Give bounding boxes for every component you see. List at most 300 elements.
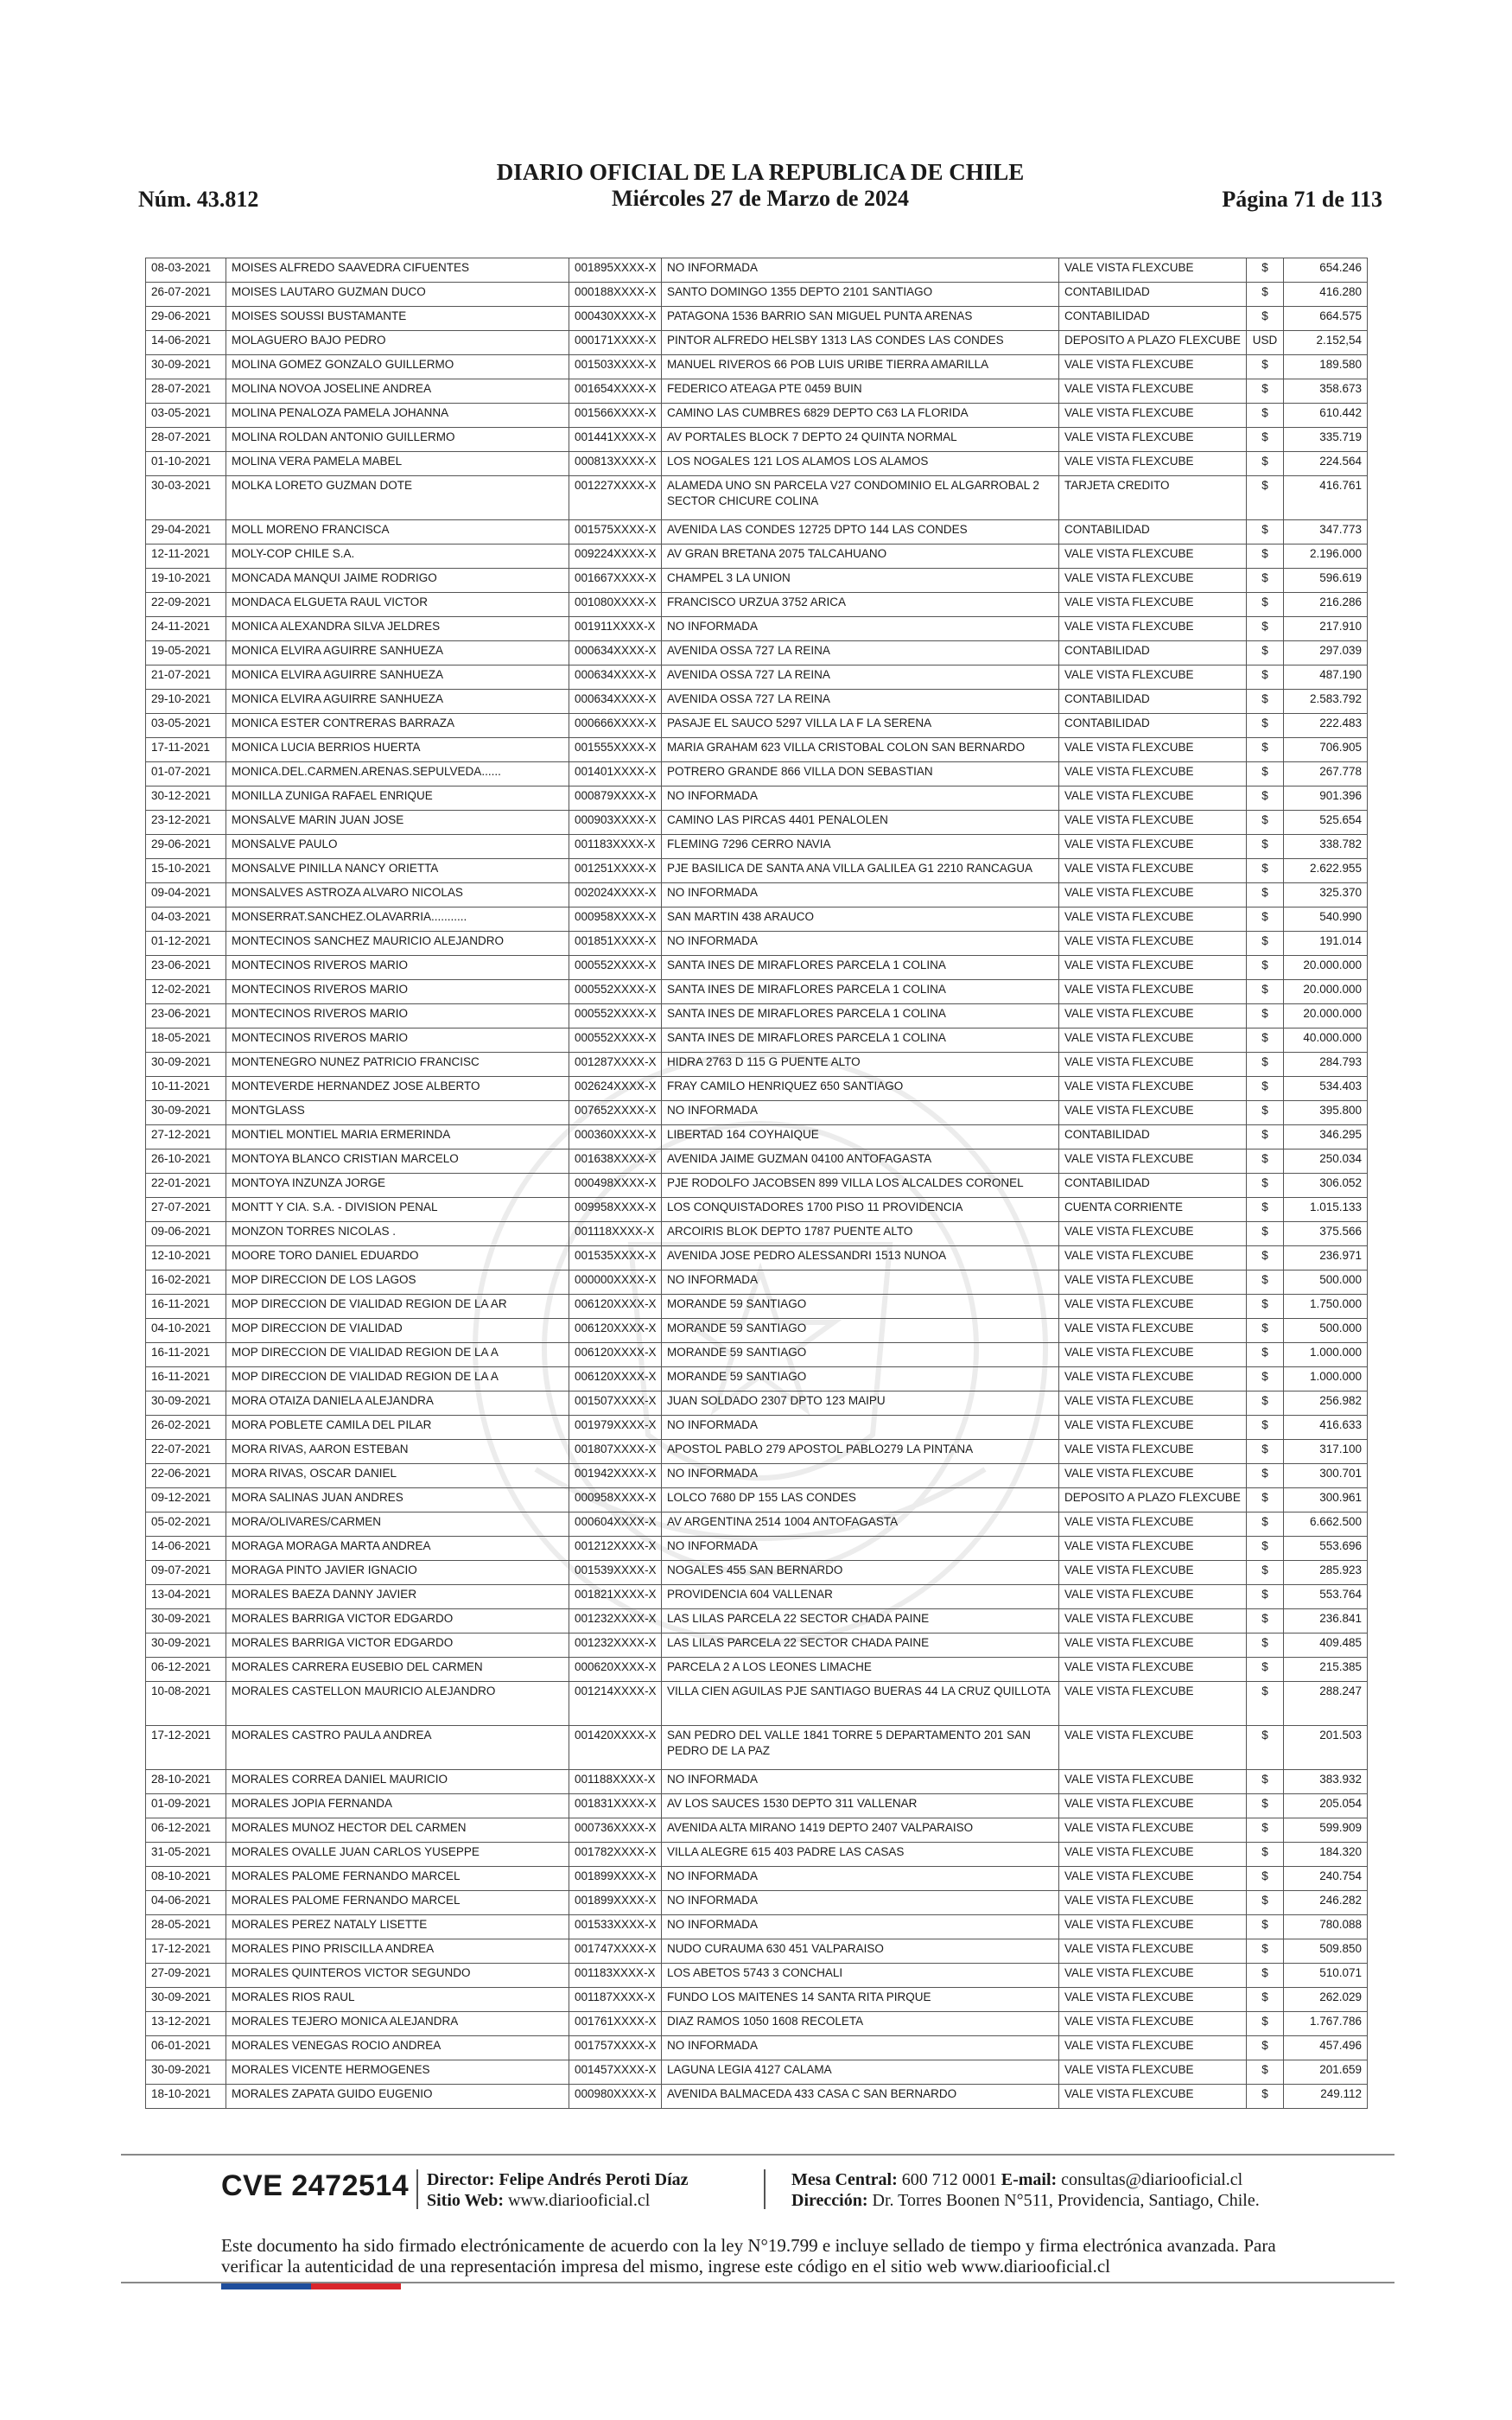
product-cell: CONTABILIDAD: [1059, 641, 1247, 666]
name-cell: MORA OTAIZA DANIELA ALEJANDRA: [226, 1392, 569, 1416]
amount-cell: 40.000.000: [1284, 1028, 1368, 1053]
address-cell: NO INFORMADA: [662, 1867, 1059, 1891]
product-cell: VALE VISTA FLEXCUBE: [1059, 1392, 1247, 1416]
product-cell: VALE VISTA FLEXCUBE: [1059, 1367, 1247, 1392]
name-cell: MONDACA ELGUETA RAUL VICTOR: [226, 593, 569, 617]
product-cell: VALE VISTA FLEXCUBE: [1059, 428, 1247, 452]
date-cell: 12-11-2021: [146, 544, 226, 569]
name-cell: MOP DIRECCION DE VIALIDAD REGION DE LA A: [226, 1343, 569, 1367]
table-row: [146, 932, 1368, 956]
amount-cell: 2.196.000: [1284, 544, 1368, 569]
currency-cell: $: [1247, 1488, 1284, 1512]
currency-cell: $: [1247, 476, 1284, 520]
table-row: [146, 835, 1368, 859]
rut-cell: 000903XXXX-X: [569, 811, 662, 835]
name-cell: MORALES ZAPATA GUIDO EUGENIO: [226, 2085, 569, 2109]
address-cell: POTRERO GRANDE 866 VILLA DON SEBASTIAN: [662, 762, 1059, 786]
date-cell: 17-12-2021: [146, 1726, 226, 1770]
name-cell: MOP DIRECCION DE VIALIDAD REGION DE LA A: [226, 1367, 569, 1392]
date-cell: 30-09-2021: [146, 1609, 226, 1634]
product-cell: VALE VISTA FLEXCUBE: [1059, 1077, 1247, 1101]
product-cell: VALE VISTA FLEXCUBE: [1059, 2012, 1247, 2036]
amount-cell: 2.583.792: [1284, 690, 1368, 714]
currency-cell: $: [1247, 1843, 1284, 1867]
rut-cell: 001420XXXX-X: [569, 1726, 662, 1770]
amount-cell: 780.088: [1284, 1915, 1368, 1939]
email-link[interactable]: consultas@diariooficial.cl: [1061, 2170, 1243, 2189]
address-cell: LAGUNA LEGIA 4127 CALAMA: [662, 2060, 1059, 2085]
name-cell: MORA RIVAS, OSCAR DANIEL: [226, 1464, 569, 1488]
product-cell: VALE VISTA FLEXCUBE: [1059, 1658, 1247, 1682]
name-cell: MORALES PINO PRISCILLA ANDREA: [226, 1939, 569, 1964]
amount-cell: 300.701: [1284, 1464, 1368, 1488]
currency-cell: $: [1247, 811, 1284, 835]
website-link[interactable]: www.diariooficial.cl: [508, 2191, 651, 2210]
address-cell: AVENIDA OSSA 727 LA REINA: [662, 666, 1059, 690]
name-cell: MOLINA NOVOA JOSELINE ANDREA: [226, 379, 569, 404]
table-row: [146, 1270, 1368, 1295]
table-row: [146, 1939, 1368, 1964]
currency-cell: $: [1247, 1726, 1284, 1770]
date-cell: 04-03-2021: [146, 908, 226, 932]
address-cell: AV PORTALES BLOCK 7 DEPTO 24 QUINTA NORMAL: [662, 428, 1059, 452]
table-row: [146, 1634, 1368, 1658]
director-label: Director:: [427, 2170, 495, 2189]
phone-number: 600 712 0001: [901, 2170, 997, 2189]
date-cell: 21-07-2021: [146, 666, 226, 690]
rut-cell: 000666XXXX-X: [569, 714, 662, 738]
currency-cell: $: [1247, 379, 1284, 404]
table-row: [146, 1464, 1368, 1488]
currency-cell: $: [1247, 544, 1284, 569]
table-row: [146, 956, 1368, 980]
product-cell: VALE VISTA FLEXCUBE: [1059, 786, 1247, 811]
rut-cell: 001539XXXX-X: [569, 1561, 662, 1585]
date-cell: 30-09-2021: [146, 1053, 226, 1077]
date-cell: 05-02-2021: [146, 1512, 226, 1537]
currency-cell: $: [1247, 1416, 1284, 1440]
address-cell: VILLA ALEGRE 615 403 PADRE LAS CASAS: [662, 1843, 1059, 1867]
rut-cell: 001533XXXX-X: [569, 1915, 662, 1939]
date-cell: 03-05-2021: [146, 404, 226, 428]
product-cell: VALE VISTA FLEXCUBE: [1059, 1867, 1247, 1891]
header-center: [138, 159, 1382, 213]
amount-cell: 217.910: [1284, 617, 1368, 641]
name-cell: MORALES CORREA DANIEL MAURICIO: [226, 1770, 569, 1794]
address-cell: AVENIDA LAS CONDES 12725 DPTO 144 LAS CONDES: [662, 520, 1059, 544]
flag-stripe-blue: [221, 2283, 311, 2289]
date-cell: 18-05-2021: [146, 1028, 226, 1053]
amount-cell: 347.773: [1284, 520, 1368, 544]
currency-cell: $: [1247, 1867, 1284, 1891]
product-cell: VALE VISTA FLEXCUBE: [1059, 811, 1247, 835]
date-cell: 16-11-2021: [146, 1367, 226, 1392]
product-cell: VALE VISTA FLEXCUBE: [1059, 379, 1247, 404]
product-cell: VALE VISTA FLEXCUBE: [1059, 258, 1247, 283]
table-row: [146, 1416, 1368, 1440]
table-row: [146, 1319, 1368, 1343]
currency-cell: $: [1247, 1343, 1284, 1367]
name-cell: MORA SALINAS JUAN ANDRES: [226, 1488, 569, 1512]
address-cell: NO INFORMADA: [662, 786, 1059, 811]
product-cell: VALE VISTA FLEXCUBE: [1059, 2085, 1247, 2109]
amount-cell: 1.767.786: [1284, 2012, 1368, 2036]
currency-cell: $: [1247, 1319, 1284, 1343]
table-row: [146, 2085, 1368, 2109]
name-cell: MORALES TEJERO MONICA ALEJANDRA: [226, 2012, 569, 2036]
date-cell: 26-10-2021: [146, 1150, 226, 1174]
table-row: [146, 1867, 1368, 1891]
currency-cell: $: [1247, 980, 1284, 1004]
rut-cell: 006120XXXX-X: [569, 1295, 662, 1319]
address-cell: LAS LILAS PARCELA 22 SECTOR CHADA PAINE: [662, 1634, 1059, 1658]
rut-cell: 000634XXXX-X: [569, 666, 662, 690]
table-row: [146, 355, 1368, 379]
amount-cell: 487.190: [1284, 666, 1368, 690]
currency-cell: $: [1247, 258, 1284, 283]
name-cell: MORALES BARRIGA VICTOR EDGARDO: [226, 1609, 569, 1634]
currency-cell: $: [1247, 1609, 1284, 1634]
rut-cell: 001667XXXX-X: [569, 569, 662, 593]
product-cell: VALE VISTA FLEXCUBE: [1059, 569, 1247, 593]
date-cell: 27-07-2021: [146, 1198, 226, 1222]
date-cell: 22-09-2021: [146, 593, 226, 617]
publication-title: DIARIO OFICIAL DE LA REPUBLICA DE CHILE: [496, 159, 1025, 185]
table-row: [146, 1658, 1368, 1682]
address-cell: MORANDE 59 SANTIAGO: [662, 1343, 1059, 1367]
address-text: Dr. Torres Boonen N°511, Providencia, Santiago, Chile.: [872, 2191, 1260, 2210]
currency-cell: $: [1247, 404, 1284, 428]
table-row: [146, 641, 1368, 666]
currency-cell: $: [1247, 738, 1284, 762]
rut-cell: 001899XXXX-X: [569, 1867, 662, 1891]
currency-cell: $: [1247, 1295, 1284, 1319]
rut-cell: 000188XXXX-X: [569, 283, 662, 307]
product-cell: VALE VISTA FLEXCUBE: [1059, 1726, 1247, 1770]
product-cell: TARJETA CREDITO: [1059, 476, 1247, 520]
currency-cell: $: [1247, 1818, 1284, 1843]
product-cell: VALE VISTA FLEXCUBE: [1059, 762, 1247, 786]
currency-cell: $: [1247, 762, 1284, 786]
date-cell: 09-04-2021: [146, 883, 226, 908]
currency-cell: $: [1247, 452, 1284, 476]
product-cell: VALE VISTA FLEXCUBE: [1059, 932, 1247, 956]
table-row: [146, 1609, 1368, 1634]
address-cell: SAN MARTIN 438 ARAUCO: [662, 908, 1059, 932]
rut-cell: 000958XXXX-X: [569, 908, 662, 932]
currency-cell: $: [1247, 883, 1284, 908]
table-row: [146, 617, 1368, 641]
table-row: [146, 1174, 1368, 1198]
currency-cell: $: [1247, 1053, 1284, 1077]
product-cell: VALE VISTA FLEXCUBE: [1059, 1053, 1247, 1077]
name-cell: MOLL MORENO FRANCISCA: [226, 520, 569, 544]
date-cell: 28-10-2021: [146, 1770, 226, 1794]
date-cell: 29-10-2021: [146, 690, 226, 714]
address-cell: PROVIDENCIA 604 VALLENAR: [662, 1585, 1059, 1609]
address-cell: NO INFORMADA: [662, 1770, 1059, 1794]
currency-cell: $: [1247, 1794, 1284, 1818]
table-row: [146, 2012, 1368, 2036]
table-row: [146, 1818, 1368, 1843]
rut-cell: 001851XXXX-X: [569, 932, 662, 956]
currency-cell: $: [1247, 641, 1284, 666]
rut-cell: 001183XXXX-X: [569, 835, 662, 859]
date-cell: 14-06-2021: [146, 1537, 226, 1561]
currency-cell: $: [1247, 307, 1284, 331]
date-cell: 28-07-2021: [146, 379, 226, 404]
date-cell: 04-10-2021: [146, 1319, 226, 1343]
product-cell: VALE VISTA FLEXCUBE: [1059, 1818, 1247, 1843]
amount-cell: 284.793: [1284, 1053, 1368, 1077]
table-row: [146, 1343, 1368, 1367]
name-cell: MONICA ELVIRA AGUIRRE SANHUEZA: [226, 690, 569, 714]
currency-cell: $: [1247, 1440, 1284, 1464]
address-cell: AVENIDA ALTA MIRANO 1419 DEPTO 2407 VALPARAISO: [662, 1818, 1059, 1843]
address-cell: FEDERICO ATEAGA PTE 0459 BUIN: [662, 379, 1059, 404]
date-cell: 09-12-2021: [146, 1488, 226, 1512]
name-cell: MOLAGUERO BAJO PEDRO: [226, 331, 569, 355]
amount-cell: 1.000.000: [1284, 1367, 1368, 1392]
table-row: [146, 859, 1368, 883]
amount-cell: 246.282: [1284, 1891, 1368, 1915]
date-cell: 12-02-2021: [146, 980, 226, 1004]
product-cell: VALE VISTA FLEXCUBE: [1059, 1609, 1247, 1634]
amount-cell: 256.982: [1284, 1392, 1368, 1416]
rut-cell: 001080XXXX-X: [569, 593, 662, 617]
rut-cell: 001457XXXX-X: [569, 2060, 662, 2085]
name-cell: MORA POBLETE CAMILA DEL PILAR: [226, 1416, 569, 1440]
currency-cell: $: [1247, 355, 1284, 379]
currency-cell: $: [1247, 1392, 1284, 1416]
currency-cell: $: [1247, 283, 1284, 307]
address-cell: JUAN SOLDADO 2307 DPTO 123 MAIPU: [662, 1392, 1059, 1416]
name-cell: MONSALVE PAULO: [226, 835, 569, 859]
name-cell: MONTENEGRO NUNEZ PATRICIO FRANCISC: [226, 1053, 569, 1077]
table-row: [146, 908, 1368, 932]
currency-cell: $: [1247, 908, 1284, 932]
rut-cell: 001503XXXX-X: [569, 355, 662, 379]
amount-cell: 249.112: [1284, 2085, 1368, 2109]
date-cell: 09-07-2021: [146, 1561, 226, 1585]
name-cell: MONICA ELVIRA AGUIRRE SANHUEZA: [226, 666, 569, 690]
currency-cell: $: [1247, 1988, 1284, 2012]
table-row: [146, 1682, 1368, 1726]
table-row: [146, 544, 1368, 569]
table-row: [146, 331, 1368, 355]
date-cell: 26-07-2021: [146, 283, 226, 307]
address-cell: MORANDE 59 SANTIAGO: [662, 1319, 1059, 1343]
table-row: [146, 1561, 1368, 1585]
currency-cell: $: [1247, 1682, 1284, 1726]
product-cell: VALE VISTA FLEXCUBE: [1059, 1988, 1247, 2012]
amount-cell: 416.633: [1284, 1416, 1368, 1440]
table-row: [146, 1028, 1368, 1053]
table-row: [146, 1726, 1368, 1770]
name-cell: MORALES PEREZ NATALY LISETTE: [226, 1915, 569, 1939]
amount-cell: 1.000.000: [1284, 1343, 1368, 1367]
amount-cell: 216.286: [1284, 593, 1368, 617]
name-cell: MORA RIVAS, AARON ESTEBAN: [226, 1440, 569, 1464]
date-cell: 23-06-2021: [146, 956, 226, 980]
date-cell: 28-05-2021: [146, 1915, 226, 1939]
address-cell: HIDRA 2763 D 115 G PUENTE ALTO: [662, 1053, 1059, 1077]
date-cell: 01-12-2021: [146, 932, 226, 956]
date-cell: 17-12-2021: [146, 1939, 226, 1964]
date-cell: 04-06-2021: [146, 1891, 226, 1915]
rut-cell: 009224XXXX-X: [569, 544, 662, 569]
date-cell: 24-11-2021: [146, 617, 226, 641]
table-row: [146, 476, 1368, 520]
amount-cell: 409.485: [1284, 1634, 1368, 1658]
currency-cell: $: [1247, 1891, 1284, 1915]
date-cell: 28-07-2021: [146, 428, 226, 452]
product-cell: VALE VISTA FLEXCUBE: [1059, 666, 1247, 690]
product-cell: VALE VISTA FLEXCUBE: [1059, 1416, 1247, 1440]
table-row: [146, 379, 1368, 404]
address-cell: SAN PEDRO DEL VALLE 1841 TORRE 5 DEPARTAMENTO 201 SAN PEDRO DE LA PAZ: [662, 1726, 1059, 1770]
date-cell: 15-10-2021: [146, 859, 226, 883]
table-row: [146, 1150, 1368, 1174]
amount-cell: 236.971: [1284, 1246, 1368, 1270]
rut-cell: 001895XXXX-X: [569, 258, 662, 283]
currency-cell: $: [1247, 569, 1284, 593]
currency-cell: $: [1247, 1512, 1284, 1537]
date-cell: 01-07-2021: [146, 762, 226, 786]
currency-cell: $: [1247, 714, 1284, 738]
name-cell: MONSALVES ASTROZA ALVARO NICOLAS: [226, 883, 569, 908]
product-cell: VALE VISTA FLEXCUBE: [1059, 1512, 1247, 1537]
currency-cell: $: [1247, 1939, 1284, 1964]
amount-cell: 201.503: [1284, 1726, 1368, 1770]
date-cell: 13-04-2021: [146, 1585, 226, 1609]
product-cell: CONTABILIDAD: [1059, 1125, 1247, 1150]
name-cell: MORALES CARRERA EUSEBIO DEL CARMEN: [226, 1658, 569, 1682]
currency-cell: $: [1247, 1770, 1284, 1794]
address-cell: FRAY CAMILO HENRIQUEZ 650 SANTIAGO: [662, 1077, 1059, 1101]
amount-cell: 596.619: [1284, 569, 1368, 593]
email-label: E-mail:: [1001, 2170, 1058, 2189]
rut-cell: 001441XXXX-X: [569, 428, 662, 452]
product-cell: VALE VISTA FLEXCUBE: [1059, 1222, 1247, 1246]
address-cell: SANTA INES DE MIRAFLORES PARCELA 1 COLINA: [662, 956, 1059, 980]
cve-code: CVE 2472514: [221, 2169, 410, 2202]
date-cell: 09-06-2021: [146, 1222, 226, 1246]
address-cell: MARIA GRAHAM 623 VILLA CRISTOBAL COLON SAN BERNARDO: [662, 738, 1059, 762]
amount-cell: 2.622.955: [1284, 859, 1368, 883]
amount-cell: 346.295: [1284, 1125, 1368, 1150]
currency-cell: $: [1247, 859, 1284, 883]
amount-cell: 306.052: [1284, 1174, 1368, 1198]
name-cell: MOLY-COP CHILE S.A.: [226, 544, 569, 569]
date-cell: 16-02-2021: [146, 1270, 226, 1295]
product-cell: VALE VISTA FLEXCUBE: [1059, 544, 1247, 569]
rut-cell: 001401XXXX-X: [569, 762, 662, 786]
address-cell: ARCOIRIS BLOK DEPTO 1787 PUENTE ALTO: [662, 1222, 1059, 1246]
product-cell: CONTABILIDAD: [1059, 1174, 1247, 1198]
product-cell: VALE VISTA FLEXCUBE: [1059, 593, 1247, 617]
address-cell: FLEMING 7296 CERRO NAVIA: [662, 835, 1059, 859]
name-cell: MOLINA GOMEZ GONZALO GUILLERMO: [226, 355, 569, 379]
rut-cell: 001979XXXX-X: [569, 1416, 662, 1440]
table-row: [146, 1537, 1368, 1561]
table-row: [146, 883, 1368, 908]
product-cell: VALE VISTA FLEXCUBE: [1059, 1939, 1247, 1964]
amount-cell: 184.320: [1284, 1843, 1368, 1867]
address-cell: PARCELA 2 A LOS LEONES LIMACHE: [662, 1658, 1059, 1682]
amount-cell: 288.247: [1284, 1682, 1368, 1726]
name-cell: MORALES QUINTEROS VICTOR SEGUNDO: [226, 1964, 569, 1988]
rut-cell: 001782XXXX-X: [569, 1843, 662, 1867]
name-cell: MORALES OVALLE JUAN CARLOS YUSEPPE: [226, 1843, 569, 1867]
currency-cell: $: [1247, 1658, 1284, 1682]
name-cell: MORALES CASTELLON MAURICIO ALEJANDRO: [226, 1682, 569, 1726]
name-cell: MONSERRAT.SANCHEZ.OLAVARRIA...........: [226, 908, 569, 932]
name-cell: MORA/OLIVARES/CARMEN: [226, 1512, 569, 1537]
currency-cell: $: [1247, 593, 1284, 617]
currency-cell: $: [1247, 617, 1284, 641]
address-cell: MORANDE 59 SANTIAGO: [662, 1295, 1059, 1319]
rut-cell: 001212XXXX-X: [569, 1537, 662, 1561]
address-cell: SANTA INES DE MIRAFLORES PARCELA 1 COLINA: [662, 1004, 1059, 1028]
product-cell: VALE VISTA FLEXCUBE: [1059, 1295, 1247, 1319]
name-cell: MONICA LUCIA BERRIOS HUERTA: [226, 738, 569, 762]
amount-cell: 901.396: [1284, 786, 1368, 811]
rut-cell: 000634XXXX-X: [569, 690, 662, 714]
name-cell: MONTGLASS: [226, 1101, 569, 1125]
date-cell: 10-11-2021: [146, 1077, 226, 1101]
product-cell: VALE VISTA FLEXCUBE: [1059, 404, 1247, 428]
address-cell: NO INFORMADA: [662, 1891, 1059, 1915]
date-cell: 30-09-2021: [146, 2060, 226, 2085]
address-cell: NO INFORMADA: [662, 258, 1059, 283]
rut-cell: 001214XXXX-X: [569, 1682, 662, 1726]
table-row: [146, 1794, 1368, 1818]
date-cell: 18-10-2021: [146, 2085, 226, 2109]
currency-cell: $: [1247, 786, 1284, 811]
currency-cell: $: [1247, 2036, 1284, 2060]
table-row: [146, 520, 1368, 544]
rut-cell: 000552XXXX-X: [569, 956, 662, 980]
address-cell: NO INFORMADA: [662, 883, 1059, 908]
date-cell: 06-12-2021: [146, 1818, 226, 1843]
address-cell: AV GRAN BRETANA 2075 TALCAHUANO: [662, 544, 1059, 569]
table-row: [146, 569, 1368, 593]
currency-cell: $: [1247, 1198, 1284, 1222]
amount-cell: 189.580: [1284, 355, 1368, 379]
address-cell: AVENIDA JOSE PEDRO ALESSANDRI 1513 NUNOA: [662, 1246, 1059, 1270]
name-cell: MORALES BARRIGA VICTOR EDGARDO: [226, 1634, 569, 1658]
table-row: [146, 1512, 1368, 1537]
date-cell: 23-12-2021: [146, 811, 226, 835]
table-row: [146, 1988, 1368, 2012]
rut-cell: 001227XXXX-X: [569, 476, 662, 520]
rut-cell: 001654XXXX-X: [569, 379, 662, 404]
product-cell: DEPOSITO A PLAZO FLEXCUBE: [1059, 1488, 1247, 1512]
amount-cell: 6.662.500: [1284, 1512, 1368, 1537]
legal-notice: Este documento ha sido firmado electrónicamente de acuerdo con la ley N°19.799 e incluye sellado de tiempo y firma electrónica avanzada. Para verificar la autenticidad de una representación impresa del mismo, ingrese este código en el sitio web www.diariooficial.cl: [221, 2235, 1276, 2277]
date-cell: 06-12-2021: [146, 1658, 226, 1682]
amount-cell: 375.566: [1284, 1222, 1368, 1246]
name-cell: MOLINA ROLDAN ANTONIO GUILLERMO: [226, 428, 569, 452]
rut-cell: 001535XXXX-X: [569, 1246, 662, 1270]
name-cell: MONTECINOS RIVEROS MARIO: [226, 956, 569, 980]
table-row: [146, 2060, 1368, 2085]
table-row: [146, 1222, 1368, 1246]
currency-cell: $: [1247, 2012, 1284, 2036]
rut-cell: 000620XXXX-X: [569, 1658, 662, 1682]
product-cell: VALE VISTA FLEXCUBE: [1059, 956, 1247, 980]
